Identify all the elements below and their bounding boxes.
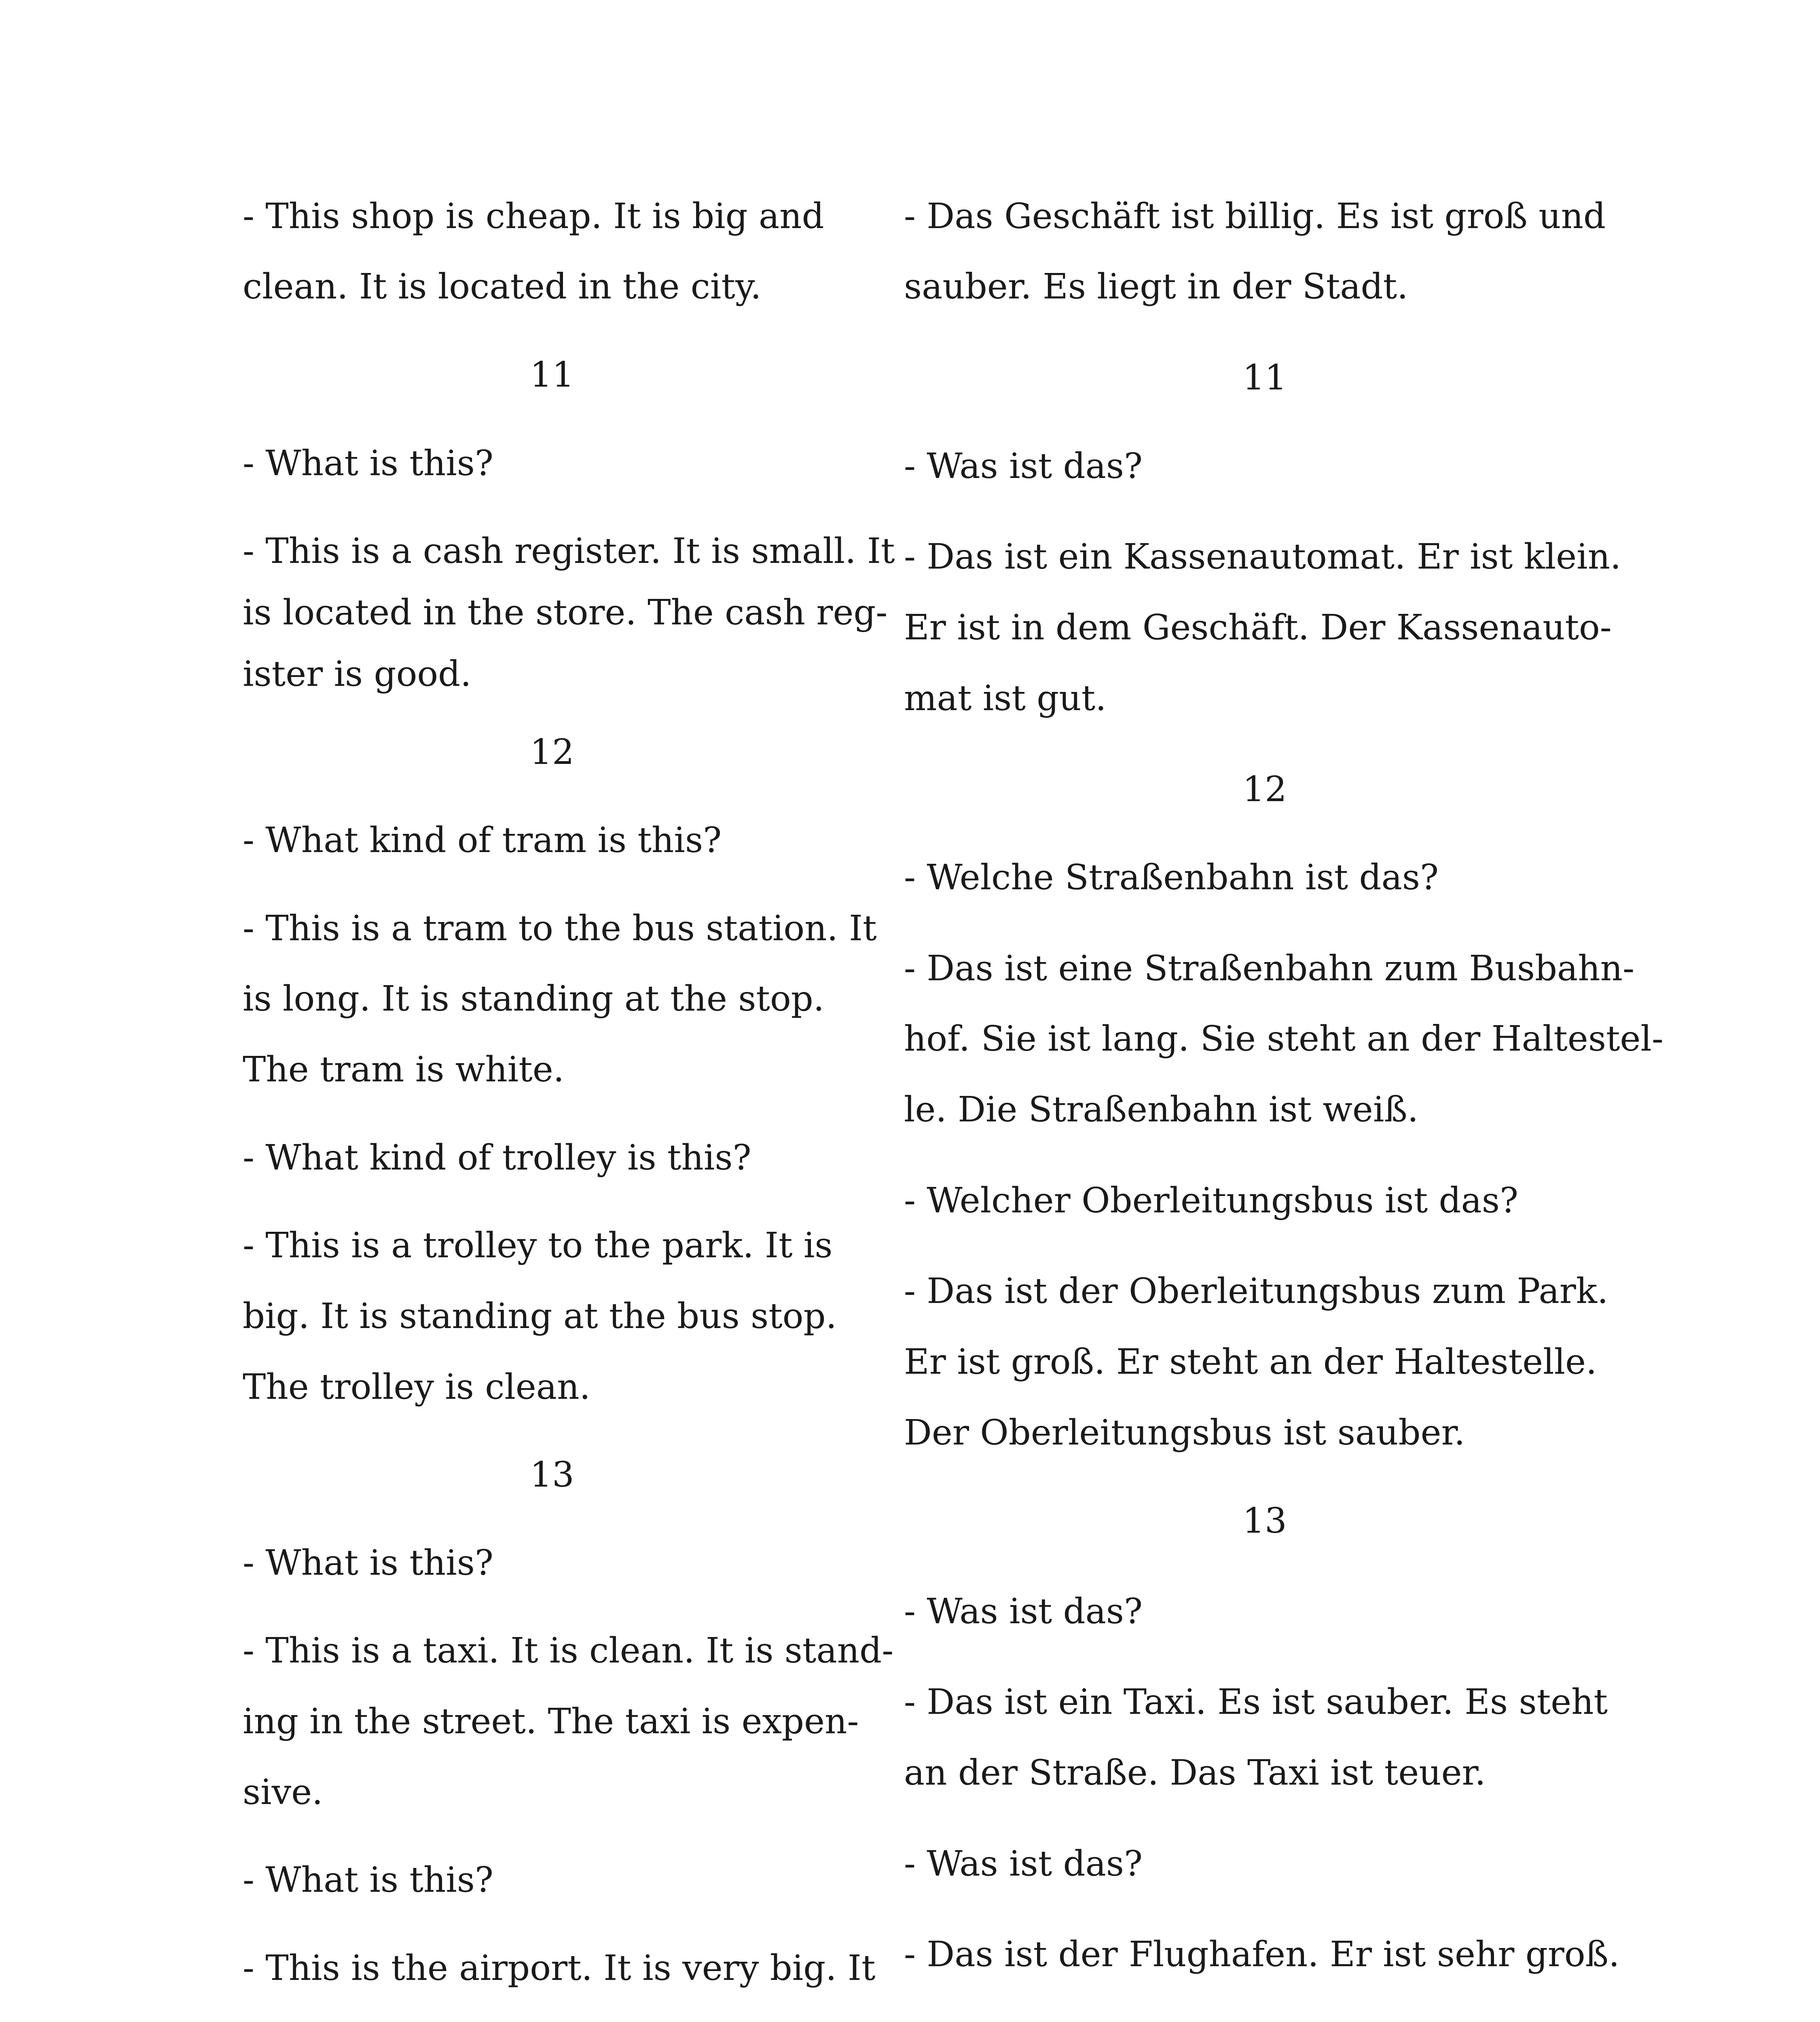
text-line: - What kind of tram is this? [243,820,722,861]
section-number: 12 [530,732,574,772]
text-line: - Was ist das? [904,1844,1143,1884]
section-number: 11 [530,355,574,395]
text-line: ing in the street. The taxi is expen- [243,1701,859,1742]
text-line: - This is a trolley to the park. It is [243,1225,833,1266]
text-line: - Welche Straßenbahn ist das? [904,857,1439,898]
text-line: ister is good. [243,654,472,694]
text-line: - Was ist das? [904,446,1143,486]
section-number: 13 [530,1455,574,1495]
text-line: - Das ist der Oberleitungsbus zum Park. [904,1271,1608,1311]
text-line: Der Oberleitungsbus ist sauber. [904,1413,1465,1453]
text-line: - Das ist ein Taxi. Es ist sauber. Es steht [904,1682,1608,1722]
text-line: Er ist in dem Geschäft. Der Kassenauto- [904,607,1612,648]
text-line: The trolley is clean. [243,1367,590,1407]
text-line: - What is this? [243,1860,494,1900]
text-line: - This is a cash register. It is small. It [243,531,895,571]
text-line: hof. Sie ist lang. Sie steht an der Haltestel- [904,1019,1663,1059]
text-line: is long. It is standing at the stop. [243,979,825,1019]
text-line: - This is the airport. It is very big. It [243,1948,876,1988]
text-line: sive. [243,1772,323,1813]
text-line: - Das ist der Flughafen. Er ist sehr groß. [904,1934,1620,1975]
text-line: - Was ist das? [904,1591,1143,1632]
text-line: big. It is standing at the bus stop. [243,1296,837,1337]
text-line: - What is this? [243,443,494,484]
section-number: 11 [1242,357,1287,398]
text-line: - Das Geschäft ist billig. Es ist groß und [904,196,1606,237]
text-line: - Welcher Oberleitungsbus ist das? [904,1180,1519,1221]
text-line: - This is a taxi. It is clean. It is stand- [243,1631,894,1671]
text-line: - What kind of trolley is this? [243,1138,751,1178]
text-line: le. Die Straßenbahn ist weiß. [904,1089,1419,1130]
text-line: clean. It is located in the city. [243,266,762,307]
text-line: an der Straße. Das Taxi ist teuer. [904,1753,1486,1793]
text-line: - Das ist eine Straßenbahn zum Busbahn- [904,948,1635,989]
section-number: 13 [1242,1501,1287,1541]
section-number: 12 [1242,769,1287,810]
text-line: sauber. Es liegt in der Stadt. [904,266,1408,307]
text-line: Er ist groß. Er steht an der Haltestelle. [904,1342,1597,1382]
text-line: - This shop is cheap. It is big and [243,196,824,237]
english-column [243,0,895,2022]
text-line: is located in the store. The cash reg- [243,592,888,633]
text-line: - What is this? [243,1543,494,1583]
german-column [904,0,1663,2022]
text-line: The tram is white. [243,1049,565,1090]
text-line: - This is a tram to the bus station. It [243,908,877,949]
text-line: - Das ist ein Kassenautomat. Er ist klein. [904,537,1621,577]
text-line: mat ist gut. [904,678,1107,719]
